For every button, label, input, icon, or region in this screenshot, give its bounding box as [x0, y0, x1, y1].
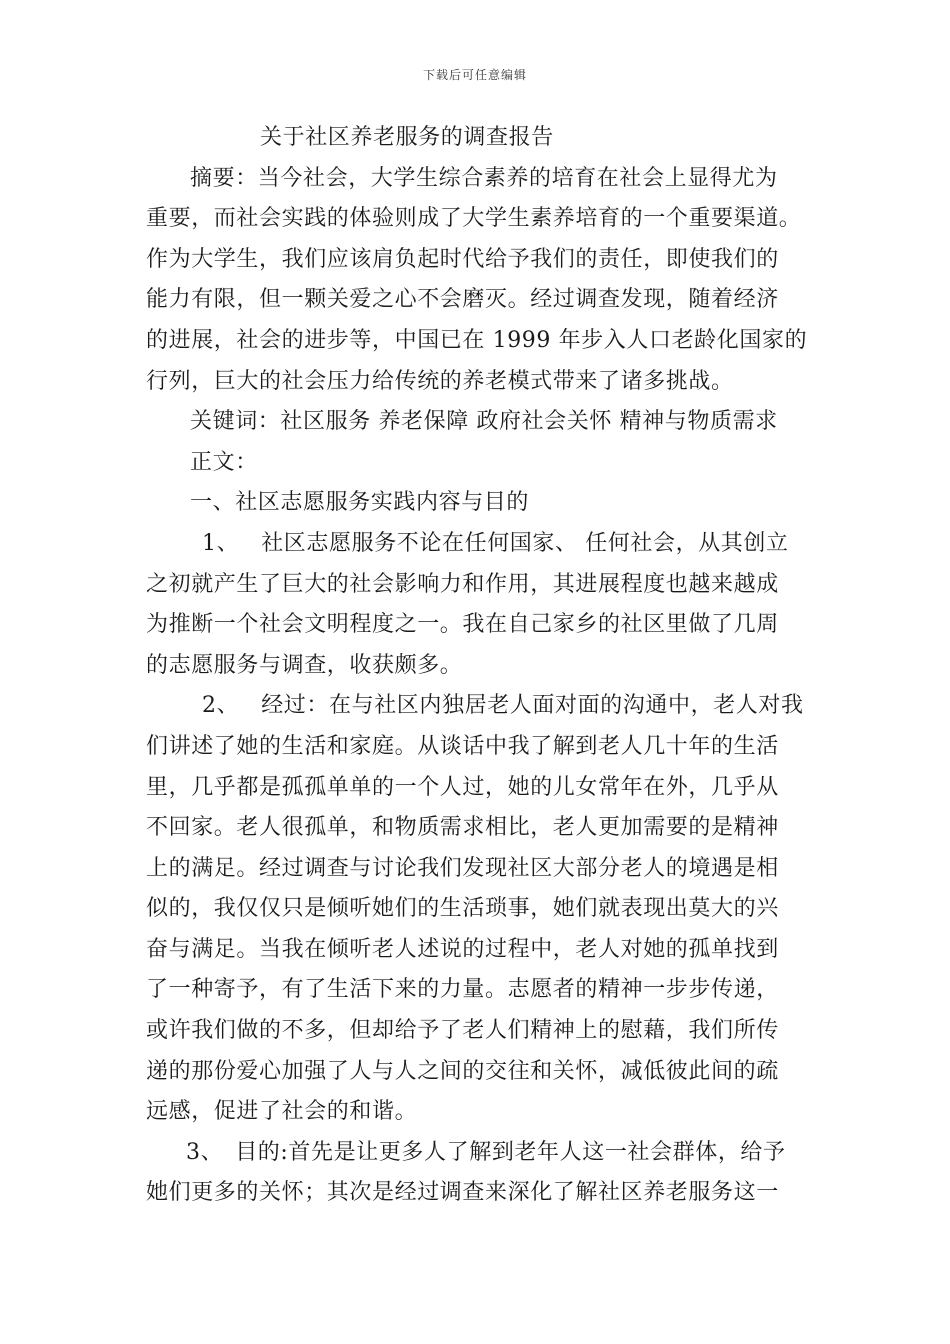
- keywords-line: 关键词：社区服务 养老保障 政府社会关怀 精神与物质需求: [190, 409, 778, 435]
- abstract-line: 的进展，社会的进步等，中国已在 1999 年步入人口老龄化国家的: [146, 327, 808, 353]
- paragraph-line: 奋与满足。当我在倾听老人述说的过程中，老人对她的孤单找到: [146, 936, 779, 962]
- paragraph-line: 里，几乎都是孤孤单单的一个人过，她的儿女常年在外，几乎从: [146, 774, 779, 800]
- paragraph-line: 们讲述了她的生活和家庭。从谈话中我了解到老人几十年的生活: [146, 733, 779, 759]
- download-note: 下载后可任意编辑: [422, 68, 527, 82]
- item-number: 3、: [186, 1139, 224, 1165]
- item-text: 目的:首先是让更多人了解到老年人这一社会群体，给予: [235, 1139, 786, 1165]
- paragraph-line: 她们更多的关怀；其次是经过调查来深化了解社区养老服务这一: [146, 1180, 779, 1206]
- item-3-first-line: [146, 1133, 812, 1174]
- item-2-first-line: [146, 686, 812, 727]
- body-label: 正文：: [190, 449, 258, 475]
- paragraph-line: 上的满足。经过调查与讨论我们发现社区大部分老人的境遇是相: [146, 855, 779, 881]
- document-title: 关于社区养老服务的调查报告: [260, 125, 554, 150]
- paragraph-line: 或许我们做的不多，但却给予了老人们精神上的慰藉，我们所传: [146, 1018, 779, 1044]
- abstract-line: 行列，巨大的社会压力给传统的养老模式带来了诸多挑战。: [146, 368, 734, 394]
- item-text: 经过：在与社区内独居老人面对面的沟通中，老人对我: [261, 693, 804, 719]
- item-1-first-line: [146, 524, 812, 565]
- document-body: [146, 118, 812, 1214]
- paragraph-line: 之初就产生了巨大的社会影响力和作用，其进展程度也越来越成: [146, 571, 779, 597]
- paragraph-line: 的志愿服务与调查，收获颇多。: [146, 652, 463, 678]
- paragraph-line: 了一种寄予，有了生活下来的力量。志愿者的精神一步步传递，: [146, 977, 779, 1003]
- paragraph-line: 为推断一个社会文明程度之一。我在自己家乡的社区里做了几周: [146, 612, 779, 638]
- item-text: 社区志愿服务不论在任何国家、 任何社会，从其创立: [261, 530, 789, 556]
- paragraph-line: 远感，促进了社会的和谐。: [146, 1099, 418, 1125]
- paragraph-line: 不回家。老人很孤单，和物质需求相比，老人更加需要的是精神: [146, 815, 779, 841]
- item-number: 1、: [202, 530, 240, 556]
- item-number: 2、: [202, 693, 240, 719]
- paragraph-line: 似的，我仅仅只是倾听她们的生活琐事，她们就表现出莫大的兴: [146, 896, 779, 922]
- abstract-line: 重要，而社会实践的体验则成了大学生素养培育的一个重要渠道。: [146, 206, 802, 232]
- section-heading: 一、社区志愿服务实践内容与目的: [190, 490, 530, 516]
- abstract-line: 摘要：当今社会，大学生综合素养的培育在社会上显得尤为: [190, 165, 778, 191]
- abstract-line: 作为大学生，我们应该肩负起时代给予我们的责任，即使我们的: [146, 246, 779, 272]
- paragraph-line: 递的那份爱心加强了人与人之间的交往和关怀，减低彼此间的疏: [146, 1058, 779, 1084]
- abstract-line: 能力有限，但一颗关爱之心不会磨灭。经过调查发现，随着经济: [146, 287, 779, 313]
